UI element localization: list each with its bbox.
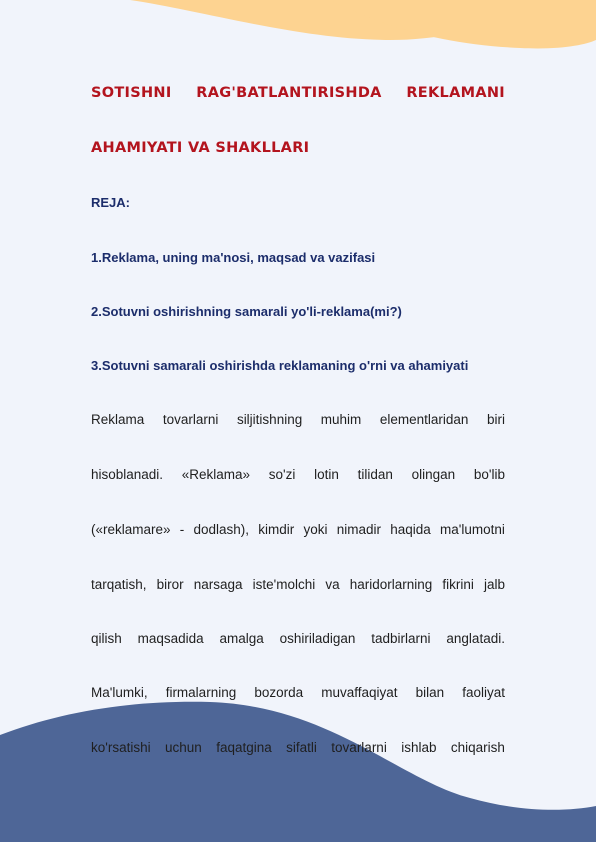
- word: iste'molchi: [252, 577, 316, 592]
- word: -: [179, 522, 185, 537]
- word: («reklamare»: [91, 522, 171, 537]
- word: narsaga: [193, 577, 243, 592]
- word: lotin: [314, 467, 339, 482]
- word: siljitishning: [236, 412, 303, 427]
- word: nimadir: [336, 522, 382, 537]
- word: tovarlarni: [162, 412, 219, 427]
- word: ma'lumotni: [440, 522, 505, 537]
- word: bilan: [415, 685, 445, 700]
- word: elementlaridan: [379, 412, 469, 427]
- word: faoliyat: [462, 685, 505, 700]
- word: uchun: [165, 740, 202, 755]
- word: biri: [486, 412, 505, 427]
- word: kimdir: [258, 522, 295, 537]
- word: olingan: [411, 467, 456, 482]
- word: muhim: [320, 412, 362, 427]
- word: qilish: [91, 631, 122, 646]
- plan-heading: REJA:: [91, 195, 131, 210]
- word: Ma'lumki,: [91, 685, 148, 700]
- document-title-line-2: AHAMIYATI VA SHAKLLARI: [91, 140, 310, 156]
- word: biror: [156, 577, 184, 592]
- word: oshiriladigan: [279, 631, 356, 646]
- word: sifatli: [286, 740, 317, 755]
- title-word: RAG'BATLANTIRISHDA: [196, 85, 382, 101]
- word: «Reklama»: [181, 467, 251, 482]
- word: tovarlarni: [331, 740, 387, 755]
- body-text-line: [91, 631, 505, 646]
- word: firmalarning: [165, 685, 237, 700]
- word: amalga: [219, 631, 264, 646]
- word: tilidan: [357, 467, 393, 482]
- word: jalb: [483, 577, 505, 592]
- plan-item-2: 2.Sotuvni oshirishning samarali yo'li-reklama(mi?): [91, 304, 402, 319]
- word: dodlash),: [193, 522, 250, 537]
- document-title-line-1: [91, 85, 505, 101]
- word: hisoblanadi.: [91, 467, 164, 482]
- body-text-line: [91, 412, 505, 427]
- word: chiqarish: [450, 740, 505, 755]
- word: haqida: [390, 522, 431, 537]
- word: va: [325, 577, 340, 592]
- body-text-line: [91, 740, 505, 755]
- body-text-line: [91, 685, 505, 700]
- body-text-line: [91, 522, 505, 537]
- word: so'zi: [268, 467, 296, 482]
- word: muvaffaqiyat: [321, 685, 398, 700]
- word: tarqatish,: [91, 577, 147, 592]
- word: tadbirlarni: [371, 631, 431, 646]
- plan-item-1: 1.Reklama, uning ma'nosi, maqsad va vazifasi: [91, 250, 376, 265]
- word: faqatgina: [216, 740, 272, 755]
- body-text-line: [91, 467, 505, 482]
- word: maqsadida: [137, 631, 204, 646]
- word: ishlab: [401, 740, 437, 755]
- word: haridorlarning: [349, 577, 433, 592]
- word: bo'lib: [473, 467, 505, 482]
- word: ko'rsatishi: [91, 740, 151, 755]
- word: anglatadi.: [446, 631, 505, 646]
- word: yoki: [303, 522, 328, 537]
- plan-item-3: 3.Sotuvni samarali oshirishda reklamaning o'rni va ahamiyati: [91, 358, 469, 373]
- title-word: SOTISHNI: [91, 85, 172, 101]
- word: Reklama: [91, 412, 145, 427]
- title-word: REKLAMANI: [406, 85, 505, 101]
- word: bozorda: [254, 685, 304, 700]
- body-text-line: [91, 577, 505, 592]
- word: fikrini: [442, 577, 474, 592]
